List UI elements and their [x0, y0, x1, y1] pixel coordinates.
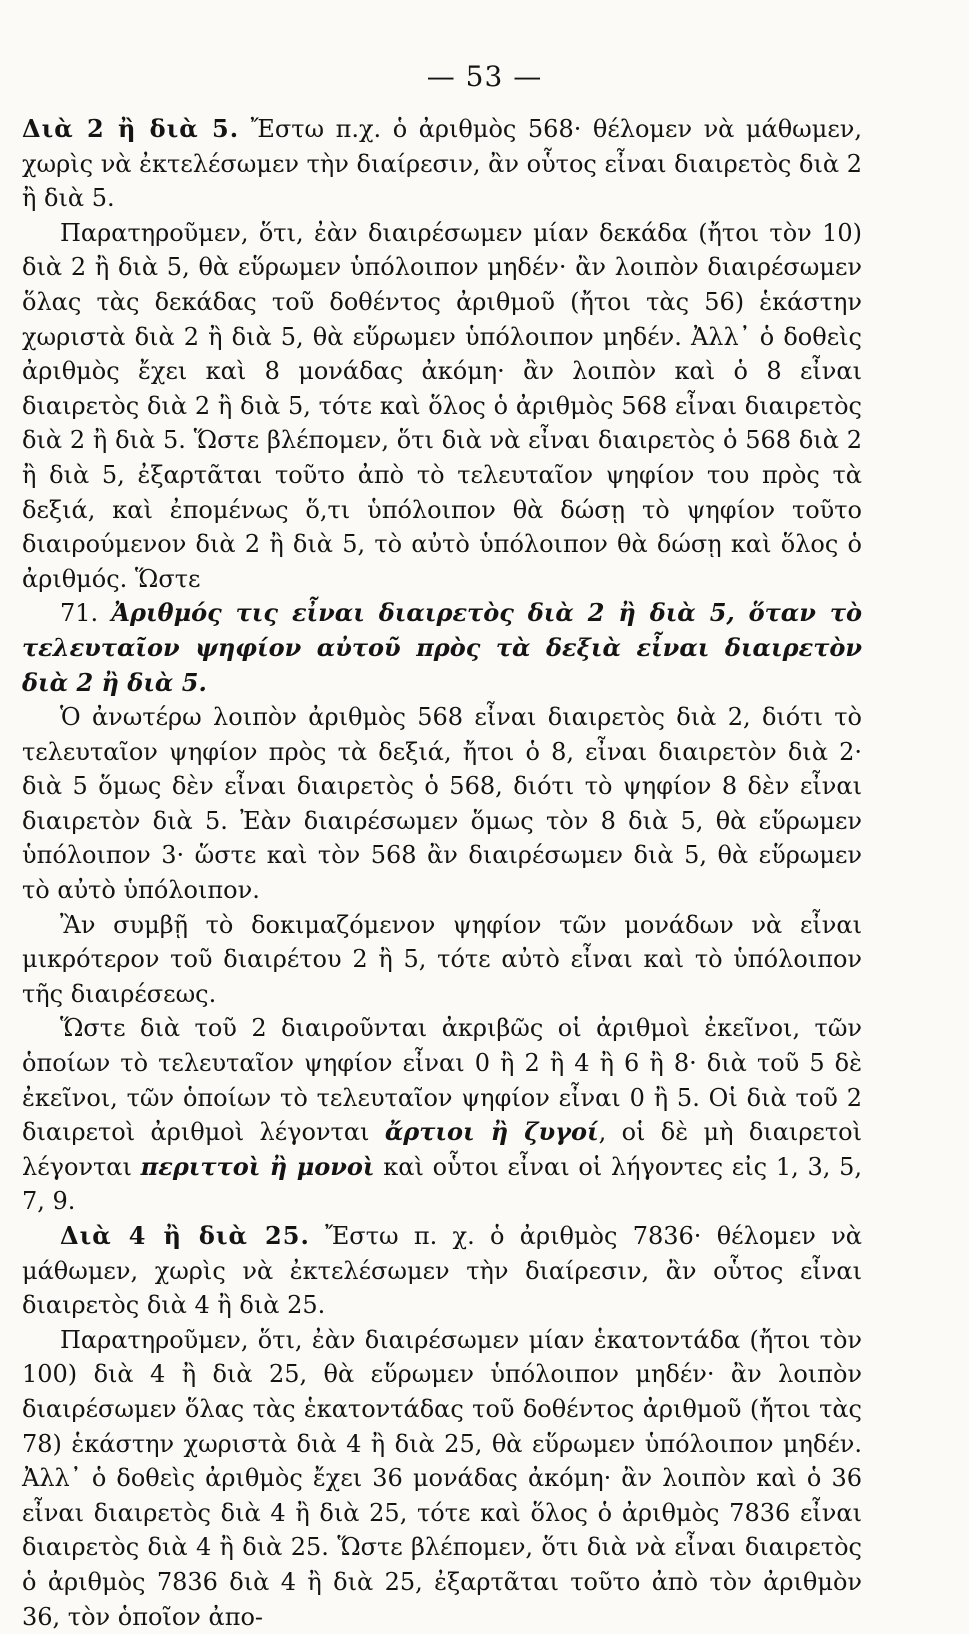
page-body — [22, 112, 862, 1634]
paragraph-remainder: Ἂν συμβῇ τὸ δοκιμαζόμενον ψηφίον τῶν μονάδων νὰ εἶναι μικρότερον τοῦ διαιρέτου 2 ἢ 5, τότε αὐτὸ εἶναι καὶ τὸ ὑπόλοιπον τῆς διαιρέσεως. — [22, 910, 862, 1008]
rule-number: 71. — [60, 599, 112, 628]
paragraph-even-odd — [22, 1011, 862, 1219]
term-even: ἄρτιοι ἢ ζυγοί — [384, 1117, 599, 1147]
paragraph-text: , οἱ δὲ μὴ διαιρετοὶ λέγονται — [22, 1118, 862, 1181]
paragraph-div-2-5 — [22, 112, 862, 216]
section-heading-div-2-5: Διὰ 2 ἢ διὰ 5. — [22, 114, 240, 143]
rule-71 — [22, 596, 862, 700]
section-heading-div-4-25: Διὰ 4 ἢ διὰ 25. — [60, 1221, 310, 1250]
paragraph-text: Ὥστε διὰ τοῦ 2 διαιροῦνται ἀκριβῶς οἱ ἀριθμοὶ ἐκεῖνοι, τῶν ὁποίων τὸ τελευταῖον ψηφίον εἶναι 0 ἢ 2 ἢ 4 ἢ 6 ἢ 8· διὰ τοῦ 5 δὲ ἐκεῖνοι, τῶν ὁποίων τὸ τελευταῖον ψηφίον εἶναι 0 ἢ 5. Οἱ διὰ τοῦ 2 διαιρετοὶ ἀριθμοὶ λέγονται — [22, 1014, 862, 1147]
term-odd: περιττοὶ ἢ μονοὶ — [140, 1151, 375, 1181]
paragraph-div-4-25 — [22, 1219, 862, 1323]
rule-text: Ἀριθμός τις εἶναι διαιρετὸς διὰ 2 ἢ διὰ 5, ὅταν τὸ τελευταῖον ψηφίον αὐτοῦ πρὸς τὰ δεξιὰ εἶναι διαιρετὸν διὰ 2 ἢ διὰ 5. — [22, 598, 862, 697]
paragraph-text: Ἔστω π.χ. ὁ ἀριθμὸς 568· θέλομεν νὰ μάθωμεν, χωρὶς νὰ ἐκτελέσωμεν τὴν διαίρεσιν, ἂν οὗτος εἶναι διαιρετὸς διὰ 2 ἢ διὰ 5. — [22, 115, 863, 213]
paragraph-observation-tens: Παρατηροῦμεν, ὅτι, ἐὰν διαιρέσωμεν μίαν δεκάδα (ἤτοι τὸν 10) διὰ 2 ἢ διὰ 5, θὰ εὕρωμεν ὑπόλοιπον μηδέν· ἂν λοιπὸν διαιρέσωμεν ὅλας τὰς δεκάδας τοῦ δοθέντος ἀριθμοῦ (ἤτοι τὰς 56) ἑκάστην χωριστὰ διὰ 2 ἢ διὰ 5, θὰ εὕρωμεν ὑπόλοιπον μηδέν. Ἀλλ᾿ ὁ δοθεὶς ἀριθμὸς ἔχει καὶ 8 μονάδας ἀκόμη· ἂν λοιπὸν καὶ ὁ 8 εἶναι διαιρετὸς διὰ 2 ἢ διὰ 5, τότε καὶ ὅλος ὁ ἀριθμὸς 568 εἶναι διαιρετὸς διὰ 2 ἢ διὰ 5. Ὥστε βλέπομεν, ὅτι διὰ νὰ εἶναι διαιρετὸς ὁ 568 διὰ 2 ἢ διὰ 5, ἐξαρτᾶται τοῦτο ἀπὸ τὸ τελευταῖον ψηφίον του πρὸς τὰ δεξιά, καὶ ἐπομένως ὅ,τι ὑπόλοιπον θὰ δώσῃ τὸ ψηφίον τοῦτο διαιρούμενον διὰ 2 ἢ διὰ 5, τὸ αὐτὸ ὑπόλοιπον θὰ δώσῃ καὶ ὅλος ὁ ἀριθμός. Ὥστε — [22, 218, 862, 593]
page-number: — 53 — — [426, 60, 543, 93]
paragraph-example-568: Ὁ ἀνωτέρω λοιπὸν ἀριθμὸς 568 εἶναι διαιρετὸς διὰ 2, διότι τὸ τελευταῖον ψηφίον πρὸς τὰ δεξιά, ἤτοι ὁ 8, εἶναι διαιρετὸν διὰ 2· διὰ 5 ὅμως δὲν εἶναι διαιρετὸς ὁ 568, διότι τὸ ψηφίον 8 δὲν εἶναι διαιρετὸν διὰ 5. Ἐὰν διαιρέσωμεν ὅμως τὸν 8 διὰ 5, θὰ εὕρωμεν ὑπόλοιπον 3· ὥστε καὶ τὸν 568 ἂν διαιρέσωμεν διὰ 5, θὰ εὕρωμεν τὸ αὐτὸ ὑπόλοιπον. — [22, 703, 862, 905]
paragraph-text: καὶ οὗτοι εἶναι οἱ λήγοντες εἰς 1, 3, 5, 7, 9. — [22, 1152, 862, 1216]
paragraph-text: Ἔστω π. χ. ὁ ἀριθμὸς 7836· θέλομεν νὰ μάθωμεν, χωρὶς νὰ ἐκτελέσωμεν τὴν διαίρεσιν, ἂν οὗτος εἶναι διαιρετὸς διὰ 4 ἢ διὰ 25. — [22, 1222, 862, 1320]
paragraph-observation-hundreds: Παρατηροῦμεν, ὅτι, ἐὰν διαιρέσωμεν μίαν ἑκατοντάδα (ἤτοι τὸν 100) διὰ 4 ἢ διὰ 25, θὰ εὕρωμεν ὑπόλοιπον μηδέν· ἂν λοιπὸν διαιρέσωμεν ὅλας τὰς ἑκατοντάδας τοῦ δοθέντος ἀριθμοῦ (ἤτοι τὰς 78) ἑκάστην χωριστὰ διὰ 4 ἢ διὰ 25, θὰ εὕρωμεν ὑπόλοιπον μηδέν. Ἀλλ᾿ ὁ δοθεὶς ἀριθμὸς ἔχει 36 μονάδας ἀκόμη· ἂν λοιπὸν καὶ ὁ 36 εἶναι διαιρετὸς διὰ 4 ἢ διὰ 25, τότε καὶ ὅλος ὁ ἀριθμὸς 7836 εἶναι διαιρετὸς διὰ 4 ἢ διὰ 25. Ὥστε βλέπομεν, ὅτι διὰ νὰ εἶναι διαιρετὸς ὁ ἀριθμὸς 7836 διὰ 4 ἢ διὰ 25, ἐξαρτᾶται τοῦτο ἀπὸ τὸν ἀριθμὸν 36, τὸν ὁποῖον ἀπο- — [22, 1325, 862, 1631]
